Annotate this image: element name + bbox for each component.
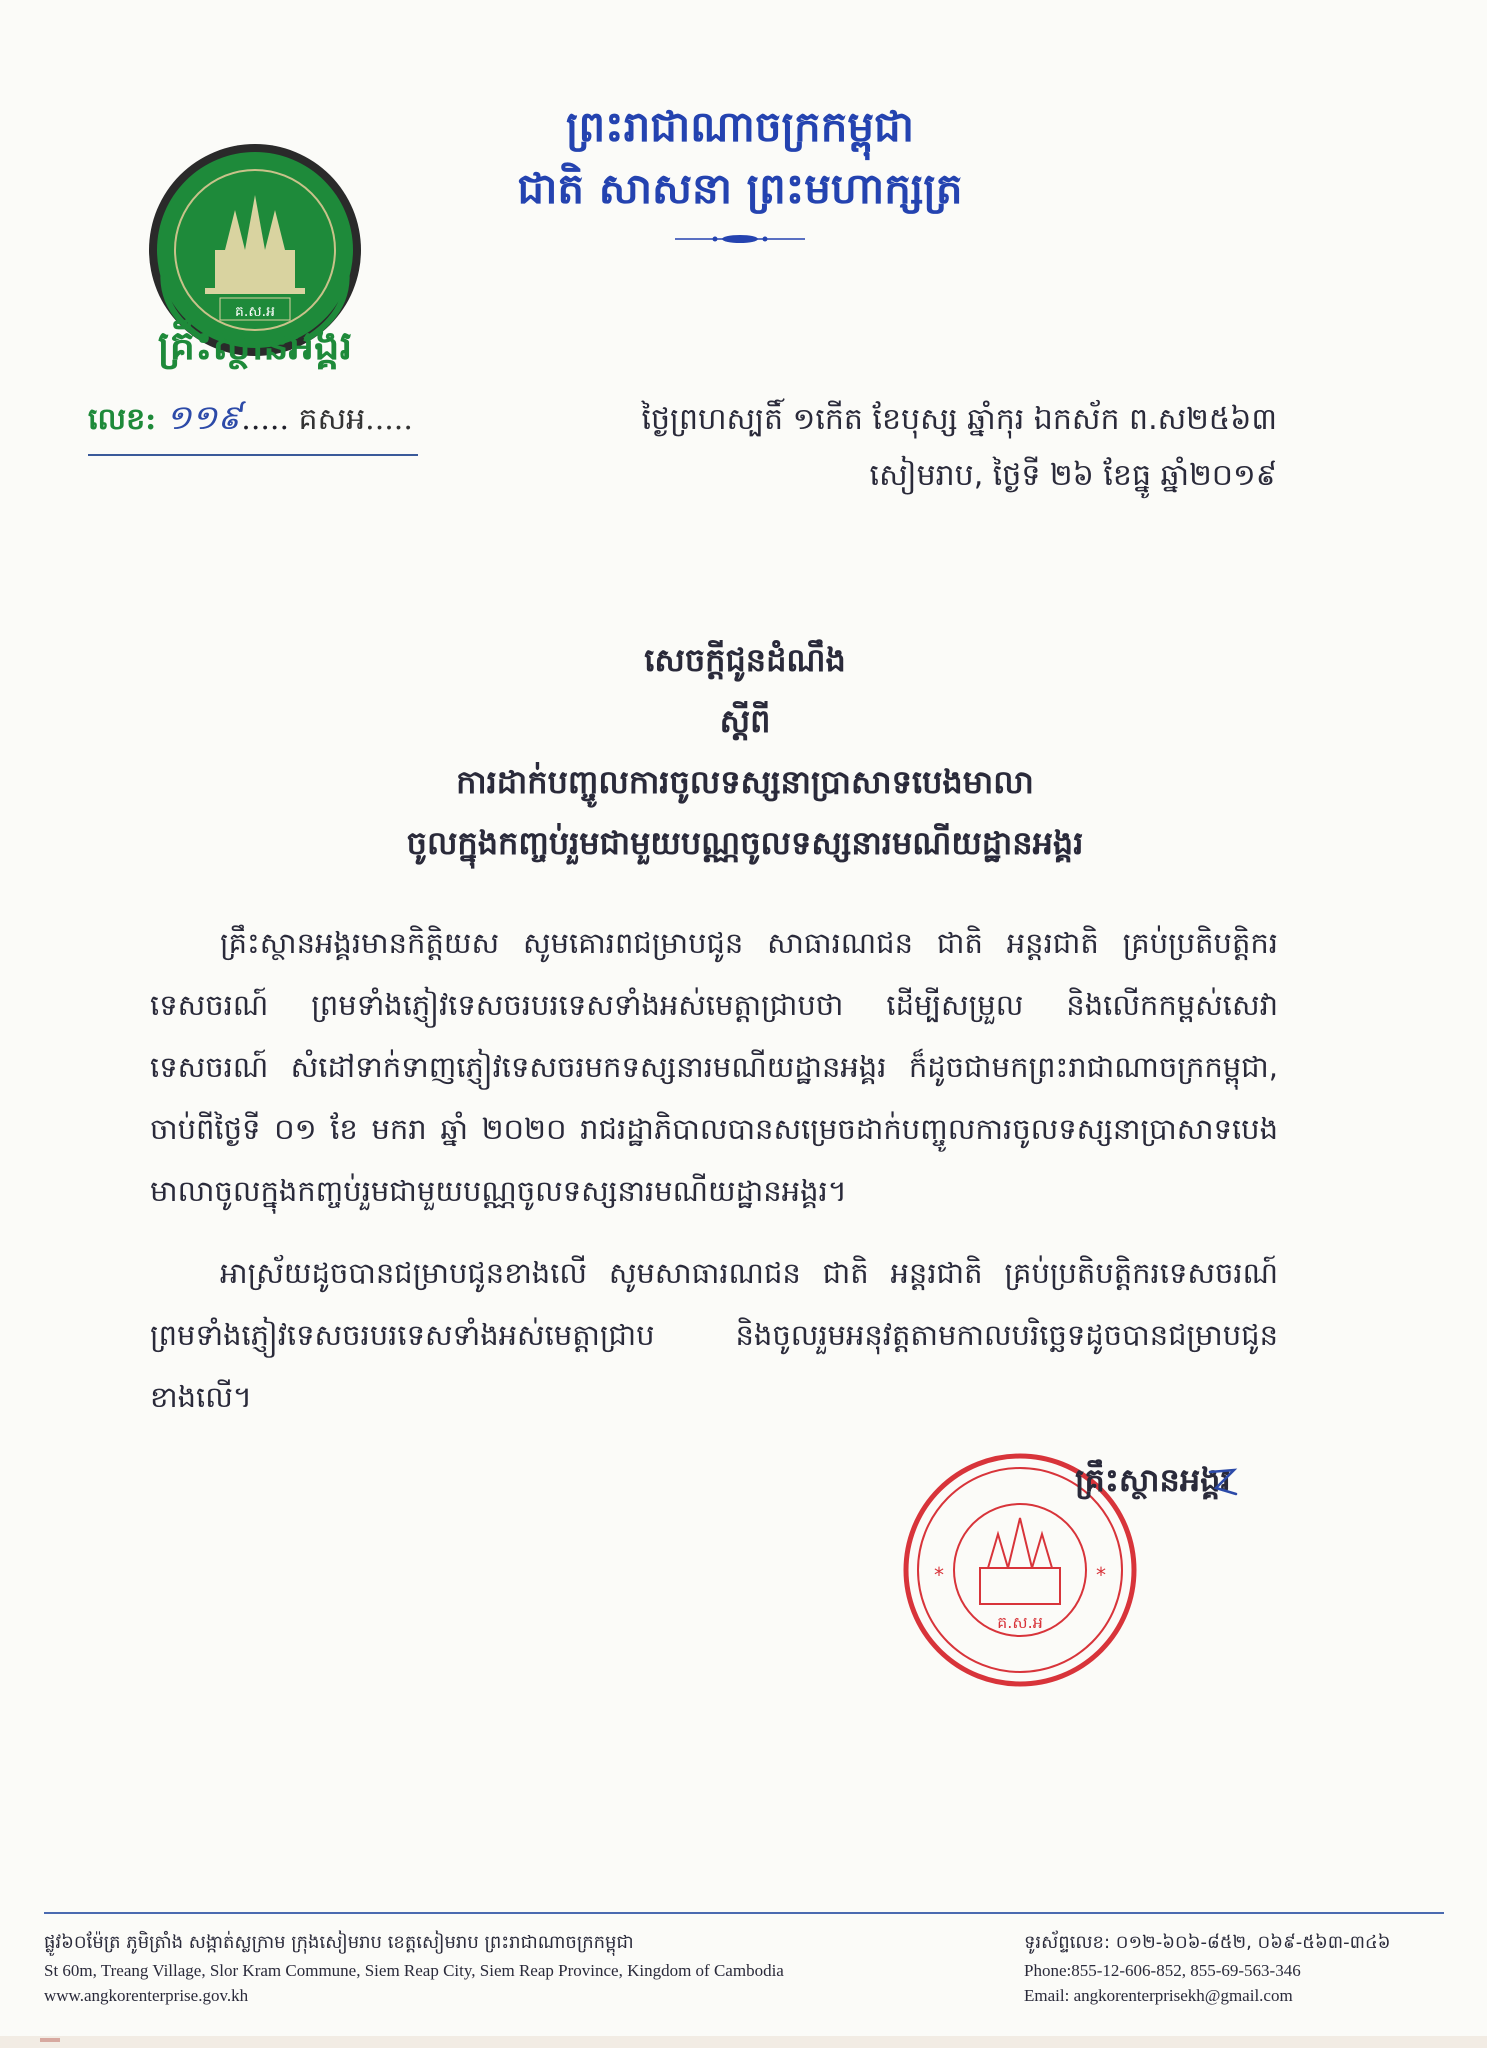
email-link[interactable]: Email: angkorenterprisekh@gmail.com <box>1024 1986 1293 2005</box>
lunar-date: ថ្ងៃព្រហស្បតិ៍ ១កើត ខែបុស្ស ឆ្នាំកុរ ឯកស័ក ព.ស២៥៦៣ <box>641 402 1277 437</box>
footer-contact <box>1024 1928 1464 2008</box>
title-line-1: សេចក្តីជូនដំណឹង <box>644 641 846 679</box>
motto-line: ជាតិ សាសនា ព្រះមហាក្សត្រ <box>517 164 963 213</box>
phone-en: Phone:855-12-606-852, 855-69-563-346 <box>1024 1961 1301 1980</box>
body-paragraph-2: អាស្រ័យដូចបានជម្រាបជូនខាងលើ សូមសាធារណជន ជាតិ អន្តរជាតិ គ្រប់ប្រតិបត្តិករទេសចរណ៍ ព្រមទាំងភ្ញៀវទេសចរបរទេសទាំងអស់មេត្តាជ្រាប និងចូលរួមអនុវត្តតាមកាលបរិច្ឆេទដូចបានជម្រាបជូនខាងលើ។ <box>150 1256 1278 1414</box>
org-name: គ្រឹះស្ថានអង្គរ <box>157 322 353 369</box>
edge-mark <box>40 2038 60 2042</box>
signature-initial-icon <box>1206 1466 1240 1500</box>
page-bottom-edge <box>0 2036 1487 2048</box>
footer-address <box>44 1928 944 2008</box>
solar-date: សៀមរាប, ថ្ងៃទី ២៦ ខែធ្នូ ឆ្នាំ២០១៩ <box>869 458 1277 493</box>
svg-text:គ.ស.អ: គ.ស.អ <box>997 1613 1043 1632</box>
ref-label: លេខ: <box>88 402 157 437</box>
footer-divider <box>44 1912 1444 1914</box>
kingdom-header <box>480 96 1000 220</box>
svg-text:*: * <box>1096 1563 1106 1587</box>
title-line-2: ស្តីពី <box>719 702 771 740</box>
ref-dots: ..... <box>241 402 289 437</box>
address-en: St 60m, Treang Village, Slor Kram Commune, Siem Reap City, Siem Reap Province, Kingdom of Cambodia <box>44 1961 784 1980</box>
phone-kh: ទូរស័ព្ទលេខ: ០១២-៦០៦-៨៥២, ០៦៩-៥៦៣-៣៤៦ <box>1024 1932 1391 1953</box>
svg-text:គ.ស.អ: គ.ស.អ <box>234 304 276 320</box>
title-line-4: ចូលក្នុងកញ្ចប់រួមជាមួយបណ្ណចូលទស្សនារមណីយដ្ឋានអង្គរ <box>406 824 1084 862</box>
body-paragraph-1: គ្រឹះស្ថានអង្គរមានកិត្តិយស សូមគោរពជម្រាបជូន សាធារណជន ជាតិ អន្តរជាតិ គ្រប់ប្រតិបត្តិករទេសចរណ៍ ព្រមទាំងភ្ញៀវទេសចរបរទេសទាំងអស់មេត្តាជ្រាបថា ដើម្បីសម្រួល និងលើកកម្ពស់សេវាទេសចរណ៍ សំដៅទាក់ទាញភ្ញៀវទេសចរមកទស្សនារមណីយដ្ឋានអង្គរ ក៏ដូចជាមកព្រះរាជាណាចក្រកម្ពុជា, ចាប់ពីថ្ងៃទី ០១ ខែ មករា ឆ្នាំ ២០២០ រាជរដ្ឋាភិបាលបានសម្រេចដាក់បញ្ចូលការចូលទស្សនាប្រាសាទបេងមាលាចូលក្នុងកញ្ចប់រួមជាមួយបណ្ណចូលទស្សនារមណីយដ្ឋានអង្គរ។ <box>150 926 1278 1208</box>
ref-suffix: គសអ..... <box>298 402 413 437</box>
svg-text:*: * <box>934 1563 944 1587</box>
reference-number <box>88 396 418 456</box>
date-block <box>641 392 1277 504</box>
title-line-3: ការដាក់បញ្ចូលការចូលទស្សនាប្រាសាទបេងមាលា <box>456 763 1034 801</box>
address-kh: ផ្លូវ៦០ម៉ែត្រ ភូមិត្រាំង សង្កាត់ស្លក្រាម ក្រុងសៀមរាប ខេត្តសៀមរាប ព្រះរាជាណាចក្រកម្ពុជា <box>44 1932 634 1953</box>
kingdom-line: ព្រះរាជាណាចក្រកម្ពុជា <box>565 102 915 151</box>
announcement-body <box>150 912 1278 1448</box>
ref-number: ១១៩ <box>165 398 242 438</box>
signature-org-title: គ្រឹះស្ថានអង្គរ <box>1075 1461 1231 1499</box>
website-link[interactable]: www.angkorenterprise.gov.kh <box>44 1986 249 2005</box>
ornament-divider-icon <box>675 232 805 246</box>
announcement-title <box>180 630 1310 874</box>
